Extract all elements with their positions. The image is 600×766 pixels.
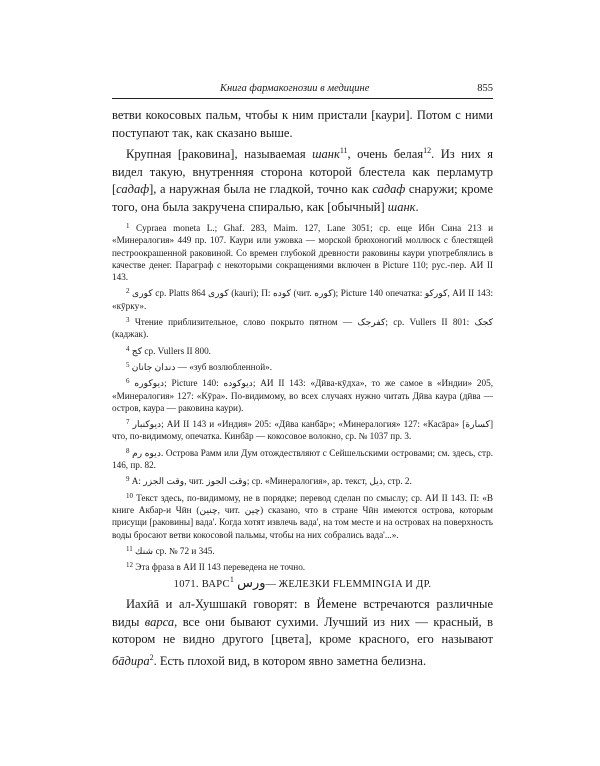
running-title: Книга фармакогнозии в медицине: [220, 83, 370, 94]
footnote: $^6$ دیوکوره; Picture 140: دیوکوده; АИ II 143: «Дӣва-кӯдха», то же самое в «Индии» 205, «Минералогия» 127: «Кӯра». По-видимому, во всех случаях нужно читать Дӣва каура (дӣва — остров, каура — раковина каури).: [112, 377, 493, 413]
entry-heading: 1071. ВАРС$^1$ ورس— ЖЕЛЕЗКИ FLEMMINGIA И ДР.: [173, 575, 432, 591]
paragraph-2: Крупная [раковина], называемая шанк$^{11}$, очень белая$^{12}$. Из них я видел такую, внутренняя сторона которой блестела как перламутр [садаф], а наружная была не гладкой, точно как садаф снаружи; кроме того, она была закручена спиралью, как [обычный] шанк.: [112, 146, 493, 214]
entry-1071: [112, 572, 493, 670]
main-text: [112, 107, 493, 216]
page-number: 855: [477, 83, 493, 94]
footnote: $^4$ کج ср. Vullers II 800.: [126, 344, 211, 356]
footnote: $^8$ دیوه رم. Острова Рамм или Дум отождествляют с Сейшельскими островами; см. здесь, стр. 146, пр. 82.: [112, 446, 493, 471]
footnote: $^7$ دیوکنبار; АИ II 143 и «Индия» 205: «Дӣва канбāр»; «Минералогия» 127: «Касāра» [کسارة] что, по-видимому, опечатка. Кинбāр — кокосовое волокно, ср. № 1037 пр. 3.: [112, 418, 493, 442]
footnotes: [112, 220, 493, 575]
footnote: $^5$ دندان جانان — «зуб возлюбленной».: [126, 360, 272, 372]
footnote: $^{10}$ Текст здесь, по-видимому, не в порядке; перевод сделан по смыслу; ср. АИ II 143. П: «В книге Акбар-и Чӣн (چنین, чит. چین) сказано, что в стране Чӣн имеются острова, которым присущи [раковины] вада'. Когда хотят извлечь вада', на том месте и на островах на поверхность воды бросают ветви кокосовой пальмы, чтобы на них собрались вада'...».: [112, 491, 493, 540]
footnote: $^1$ Cypraea moneta L.; Ghaf. 283, Maim. 127, Lane 3051; ср. еще Ибн Сина 213 и «Минералогия» 449 пр. 107. Каури или ужовка — морской брюхоногий моллюск с блестящей пестроокрашенной раковиной. Со времен глубокой древности раковины каури употреблялись в качестве денег. Параграф с некоторыми сокращениями включен в Picture 110; рус.-пер. АИ II 143.: [112, 222, 493, 283]
paragraph-1: ветви кокосовых пальм, чтобы к ним пристали [каури]. Потом с ними поступают так, как сказано выше.: [112, 108, 493, 140]
footnote: $^9$ А: وقت الجزر, чит. وقت الجوز; ср. «Минералогия», ар. текст, ذیل, стр. 2.: [126, 475, 412, 487]
footnote: $^{12}$ Эта фраза в АИ II 143 переведена не точно.: [126, 561, 306, 573]
footnote: $^{11}$ شنك ср. № 72 и 345.: [126, 544, 215, 556]
header-rule: [112, 98, 493, 99]
footnote: $^3$ Чтение приблизительное, слово покрыто пятном — کفرجک; ср. Vullers II 801: کجک (каджак).: [112, 316, 494, 340]
entry-body: Иахӣā и ал-Хушшакӣ говорят: в Йемене встречаются различные виды варса, все они бывают сухими. Лучший из них — красный, в котором не видно другого [цвета], кроме красного, его называют бāдира$^2$. Есть плохой вид, в котором явно заметна белизна.: [112, 597, 493, 668]
footnote: $^2$ کوری ср. Platts 864 کوری (kauri); П: کوده (чит. کوره); Picture 140 опечатка: کورکو, АИ II 143: «кӯрку».: [112, 287, 494, 311]
